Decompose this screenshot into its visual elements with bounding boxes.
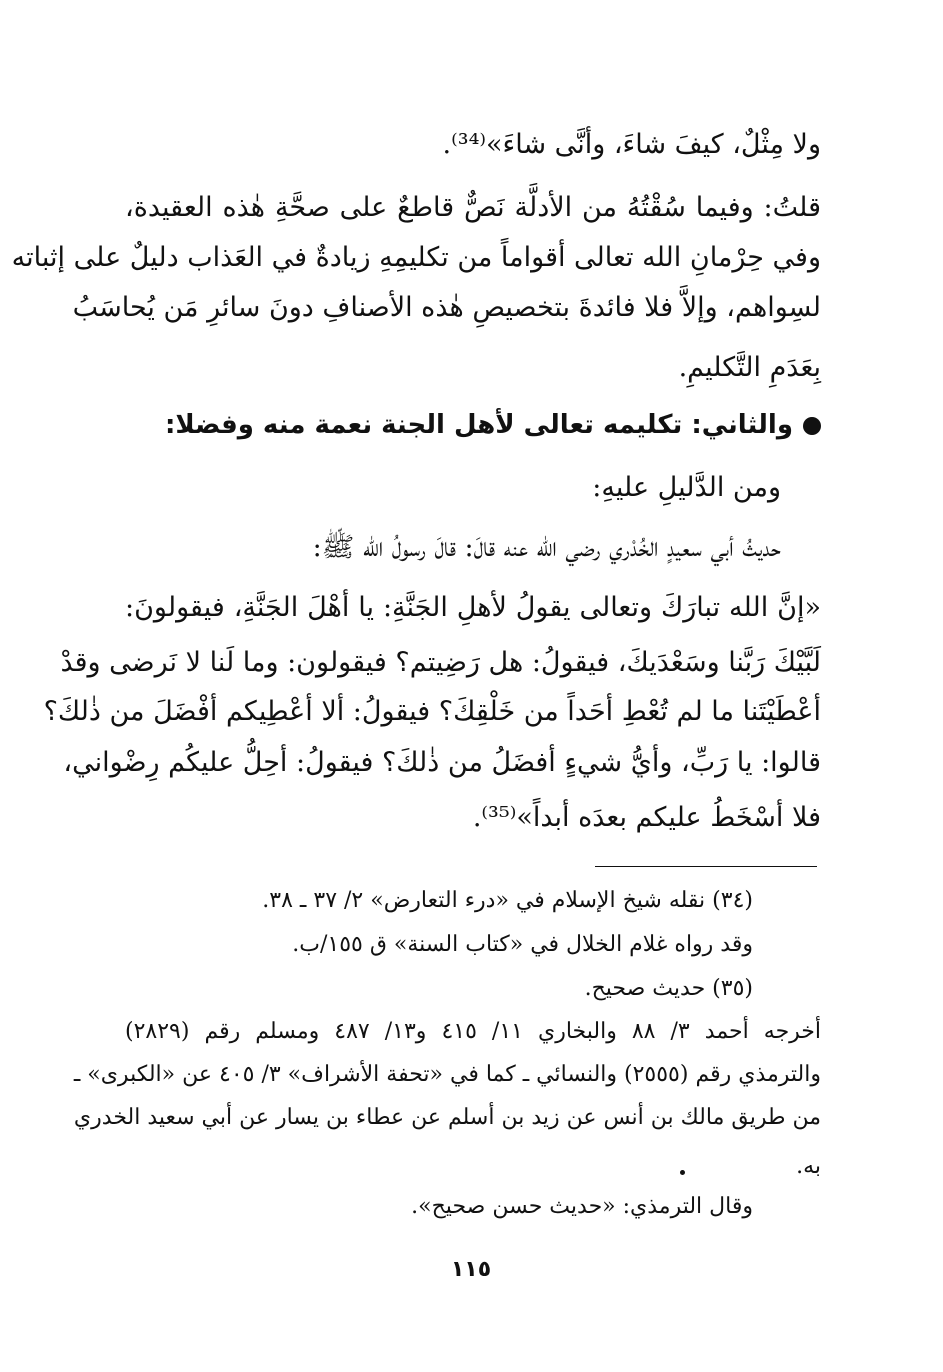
hadith-line: «إنَّ الله تبارَكَ وتعالى يقولُ لأهلِ الجَنَّةِ: يا أهْلَ الجَنَّةِ، فيقولونَ: [125, 592, 821, 623]
footnote-line: وقد رواه غلام الخلال في «كتاب السنة» ق ١٥٥/ب. [292, 932, 753, 957]
hadith-line: لَبَّيْكَ رَبَّنا وسَعْدَيكَ، فيقولُ: هل رَضِيتم؟ فيقولون: وما لَنا لا نَرضى وقدْ [60, 647, 821, 678]
bullet-icon [803, 417, 821, 435]
text-line: لسِواهم، وإلاَّ فلا فائدةَ بتخصيصِ هٰذه الأصنافِ دونَ سائرِ مَن يُحاسَبُ [72, 292, 821, 323]
footnote-separator [595, 866, 817, 867]
hadith-intro: حديثُ أبي سعيدٍ الخُدْري رضي الله عنه قالَ: قالَ رسولُ الله ﷺ: [312, 532, 781, 563]
footnote-line: من طريق مالك بن أنس عن زيد بن أسلم عن عطاء بن يسار عن أبي سعيد الخدري [73, 1105, 821, 1130]
footnote-line: وقال الترمذي: «حديث حسن صحيح». [411, 1194, 753, 1219]
section-intro: ومن الدَّليلِ عليهِ: [592, 472, 781, 503]
hadith-line: قالوا: يا رَبِّ، وأيُّ شيءٍ أفضَلُ من ذٰلكَ؟ فيقولُ: أحِلُّ عليكُم رِضْواني، [63, 747, 821, 778]
text-line: وفي حِرْمانِ الله تعالى أقواماً من تكليمِهِ زيادةٌ في العَذاب دليلٌ على إثباته [11, 242, 821, 273]
footnote-line: والترمذي رقم (٢٥٥٥) والنسائي ـ كما في «تحفة الأشراف» ٣/ ٤٠٥ عن «الكبرى» ـ [73, 1062, 821, 1087]
section-heading [165, 405, 821, 445]
footnote-line: (٣٥) حديث صحيح. [584, 976, 753, 1001]
page-number: ١١٥ [450, 1257, 492, 1282]
hadith-line: أعْطَيْتَنا ما لم تُعْطِ أحَداً من خَلْقِكَ؟ فيقولُ: ألا أعْطِيكم أفْضَلَ من ذٰلكَ؟ [43, 696, 821, 727]
text-line: بِعَدَمِ التَّكليمِ. [678, 352, 821, 383]
text-line: ولا مِثْلٌ، كيفَ شاءَ، وأنَّى شاءَ»⁽³⁴⁾. [442, 129, 821, 160]
footnote-line: أخرجه أحمد ٣/ ٨٨ والبخاري ١١/ ٤١٥ و١٣/ ٤٨٧ ومسلم رقم (٢٨٢٩) [125, 1019, 822, 1044]
hadith-line: فلا أسْخَطُ عليكم بعدَه أبداً»⁽³⁵⁾. [472, 802, 821, 833]
section-heading-text: والثاني: تكليمه تعالى لأهل الجنة نعمة منه وفضلا: [164, 410, 793, 440]
text-line: قلتُ: وفيما سُقْتُهُ من الأدلَّة نَصٌّ قاطعٌ على صحَّةِ هٰذه العقيدة، [125, 192, 821, 223]
footnote-line: به. [796, 1154, 821, 1179]
footnote-line: (٣٤) نقله شيخ الإسلام في «درء التعارض» ٢/ ٣٧ ـ ٣٨. [262, 888, 753, 913]
stray-dot [680, 1170, 685, 1175]
